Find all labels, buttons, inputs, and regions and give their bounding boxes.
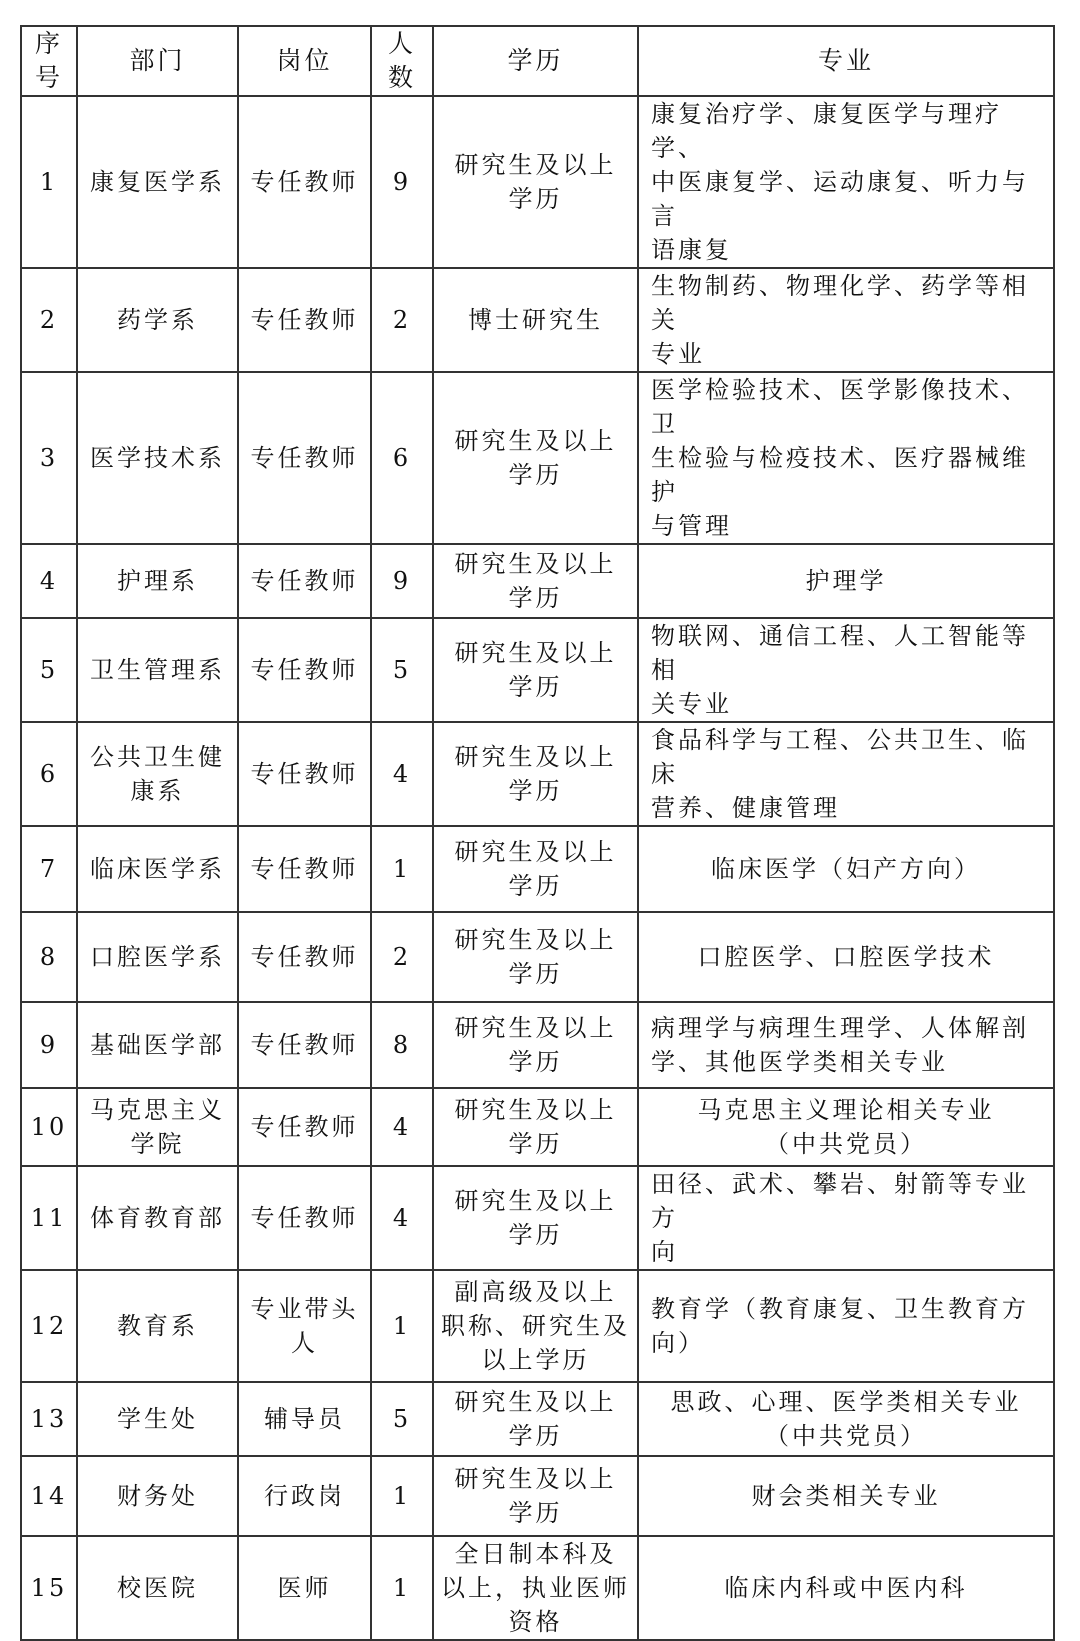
cell-seq: 13 [21, 1382, 77, 1456]
cell-post: 专任教师 [238, 268, 371, 372]
cell-dept: 卫生管理系 [77, 618, 238, 722]
cell-seq: 3 [21, 372, 77, 544]
cell-seq: 15 [21, 1536, 77, 1640]
cell-edu: 研究生及以上 学历 [433, 1166, 638, 1270]
cell-seq: 1 [21, 96, 77, 268]
cell-major: 医学检验技术、医学影像技术、卫 生检验与检疫技术、医疗器械维护 与管理 [638, 372, 1054, 544]
cell-seq: 12 [21, 1270, 77, 1382]
cell-major: 口腔医学、口腔医学技术 [638, 912, 1054, 1002]
cell-edu: 研究生及以上 学历 [433, 1002, 638, 1088]
cell-major: 物联网、通信工程、人工智能等相 关专业 [638, 618, 1054, 722]
header-seq: 序 号 [21, 26, 77, 96]
cell-post: 专任教师 [238, 1088, 371, 1166]
cell-count: 8 [371, 1002, 433, 1088]
cell-dept: 药学系 [77, 268, 238, 372]
table-row [21, 1088, 1054, 1166]
cell-post: 专任教师 [238, 372, 371, 544]
cell-count: 9 [371, 544, 433, 618]
cell-seq: 6 [21, 722, 77, 826]
recruitment-table [20, 25, 1055, 1641]
cell-dept: 学生处 [77, 1382, 238, 1456]
cell-count: 2 [371, 912, 433, 1002]
cell-seq: 10 [21, 1088, 77, 1166]
cell-dept: 校医院 [77, 1536, 238, 1640]
cell-dept: 医学技术系 [77, 372, 238, 544]
cell-major: 教育学（教育康复、卫生教育方向） [638, 1270, 1054, 1382]
cell-count: 1 [371, 1536, 433, 1640]
cell-seq: 8 [21, 912, 77, 1002]
cell-post: 专任教师 [238, 618, 371, 722]
cell-edu: 研究生及以上 学历 [433, 1088, 638, 1166]
cell-seq: 2 [21, 268, 77, 372]
table-row [21, 544, 1054, 618]
cell-dept: 临床医学系 [77, 826, 238, 912]
cell-dept: 体育教育部 [77, 1166, 238, 1270]
header-post: 岗位 [238, 26, 371, 96]
cell-major: 财会类相关专业 [638, 1456, 1054, 1536]
table-row [21, 1002, 1054, 1088]
cell-count: 4 [371, 1166, 433, 1270]
cell-major: 田径、武术、攀岩、射箭等专业方 向 [638, 1166, 1054, 1270]
table-row [21, 96, 1054, 268]
table-row [21, 912, 1054, 1002]
cell-edu: 博士研究生 [433, 268, 638, 372]
cell-count: 4 [371, 722, 433, 826]
cell-major: 马克思主义理论相关专业 （中共党员） [638, 1088, 1054, 1166]
cell-post: 专任教师 [238, 826, 371, 912]
header-dept: 部门 [77, 26, 238, 96]
cell-dept: 马克思主义 学院 [77, 1088, 238, 1166]
cell-seq: 4 [21, 544, 77, 618]
cell-post: 专任教师 [238, 1166, 371, 1270]
header-count: 人 数 [371, 26, 433, 96]
table-row [21, 268, 1054, 372]
cell-count: 1 [371, 826, 433, 912]
cell-major: 护理学 [638, 544, 1054, 618]
cell-post: 专任教师 [238, 722, 371, 826]
cell-dept: 公共卫生健 康系 [77, 722, 238, 826]
cell-major: 生物制药、物理化学、药学等相关 专业 [638, 268, 1054, 372]
cell-seq: 14 [21, 1456, 77, 1536]
cell-seq: 7 [21, 826, 77, 912]
cell-post: 专任教师 [238, 96, 371, 268]
cell-post: 辅导员 [238, 1382, 371, 1456]
cell-post: 行政岗 [238, 1456, 371, 1536]
cell-post: 专任教师 [238, 1002, 371, 1088]
cell-edu: 研究生及以上 学历 [433, 912, 638, 1002]
header-major: 专业 [638, 26, 1054, 96]
cell-count: 4 [371, 1088, 433, 1166]
cell-post: 专任教师 [238, 912, 371, 1002]
cell-edu: 副高级及以上 职称、研究生及 以上学历 [433, 1270, 638, 1382]
cell-dept: 口腔医学系 [77, 912, 238, 1002]
cell-dept: 财务处 [77, 1456, 238, 1536]
cell-edu: 研究生及以上 学历 [433, 544, 638, 618]
cell-count: 2 [371, 268, 433, 372]
cell-major: 康复治疗学、康复医学与理疗学、 中医康复学、运动康复、听力与言 语康复 [638, 96, 1054, 268]
table-body [21, 96, 1054, 1640]
cell-count: 9 [371, 96, 433, 268]
table-row [21, 618, 1054, 722]
cell-count: 5 [371, 1382, 433, 1456]
table-row [21, 372, 1054, 544]
table-row [21, 1166, 1054, 1270]
cell-seq: 5 [21, 618, 77, 722]
cell-post: 专业带头 人 [238, 1270, 371, 1382]
table-row [21, 1456, 1054, 1536]
table-row [21, 722, 1054, 826]
cell-edu: 研究生及以上 学历 [433, 618, 638, 722]
header-edu: 学历 [433, 26, 638, 96]
cell-dept: 护理系 [77, 544, 238, 618]
cell-count: 5 [371, 618, 433, 722]
cell-edu: 研究生及以上 学历 [433, 722, 638, 826]
cell-edu: 全日制本科及 以上，执业医师 资格 [433, 1536, 638, 1640]
cell-seq: 9 [21, 1002, 77, 1088]
cell-count: 1 [371, 1270, 433, 1382]
cell-major: 临床内科或中医内科 [638, 1536, 1054, 1640]
cell-edu: 研究生及以上 学历 [433, 372, 638, 544]
cell-major: 病理学与病理生理学、人体解剖 学、其他医学类相关专业 [638, 1002, 1054, 1088]
cell-seq: 11 [21, 1166, 77, 1270]
cell-edu: 研究生及以上 学历 [433, 1456, 638, 1536]
cell-edu: 研究生及以上 学历 [433, 1382, 638, 1456]
cell-count: 6 [371, 372, 433, 544]
cell-major: 临床医学（妇产方向） [638, 826, 1054, 912]
cell-post: 专任教师 [238, 544, 371, 618]
cell-major: 思政、心理、医学类相关专业 （中共党员） [638, 1382, 1054, 1456]
header-row [21, 26, 1054, 96]
table-row [21, 826, 1054, 912]
cell-dept: 教育系 [77, 1270, 238, 1382]
cell-post: 医师 [238, 1536, 371, 1640]
cell-dept: 康复医学系 [77, 96, 238, 268]
cell-dept: 基础医学部 [77, 1002, 238, 1088]
table-row [21, 1270, 1054, 1382]
cell-edu: 研究生及以上 学历 [433, 826, 638, 912]
cell-edu: 研究生及以上 学历 [433, 96, 638, 268]
table-row [21, 1382, 1054, 1456]
cell-major: 食品科学与工程、公共卫生、临床 营养、健康管理 [638, 722, 1054, 826]
cell-count: 1 [371, 1456, 433, 1536]
table-row [21, 1536, 1054, 1640]
